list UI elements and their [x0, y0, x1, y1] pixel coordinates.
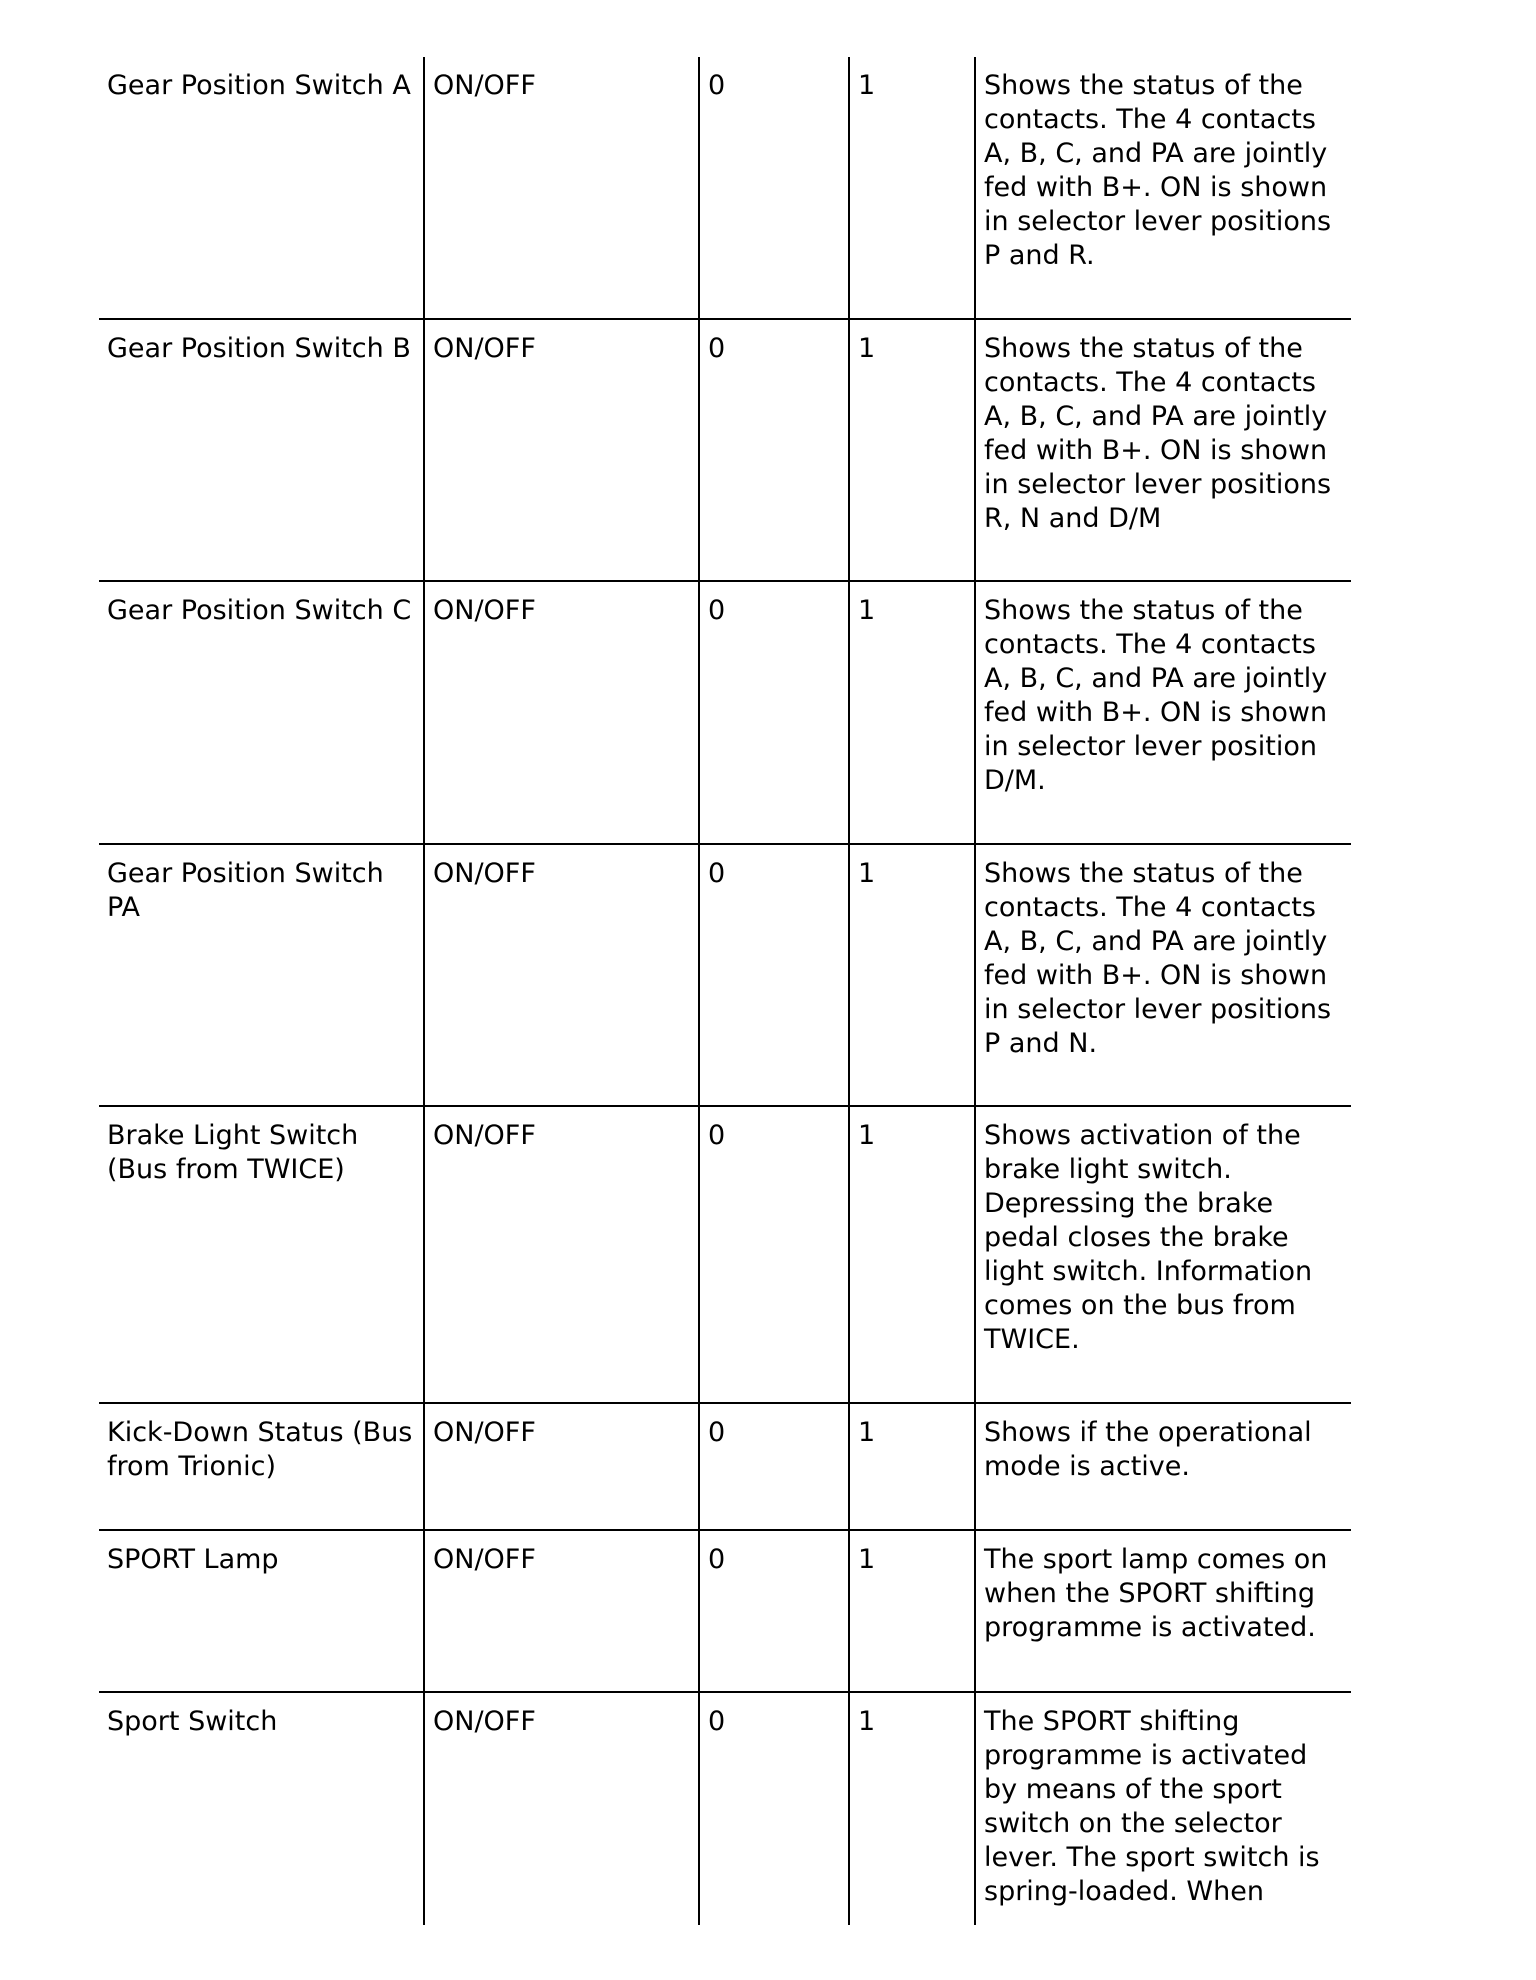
parameter-max: 1: [849, 1403, 975, 1530]
parameter-range: ON/OFF: [424, 1692, 699, 1925]
parameter-min: 0: [699, 1692, 849, 1925]
table-row: [99, 581, 1351, 844]
table-row: [99, 1692, 1351, 1925]
parameter-range: ON/OFF: [424, 581, 699, 844]
parameter-name: SPORT Lamp: [99, 1530, 424, 1692]
parameter-description: Shows the status of the contacts. The 4 contacts A, B, C, and PA are jointly fed with B+. ON is shown in selector lever positions P and R.: [975, 57, 1351, 319]
parameter-max: 1: [849, 581, 975, 844]
parameter-min: 0: [699, 844, 849, 1106]
parameter-description: Shows activation of the brake light switch. Depressing the brake pedal closes the brake light switch. Information comes on the bus from TWICE.: [975, 1106, 1351, 1403]
parameter-name: Kick-Down Status (Bus from Trionic): [99, 1403, 424, 1530]
parameter-name: Gear Position Switch C: [99, 581, 424, 844]
parameter-min: 0: [699, 1106, 849, 1403]
parameter-min: 0: [699, 57, 849, 319]
parameter-table: [99, 57, 1351, 1925]
table-row: [99, 57, 1351, 319]
parameter-min: 0: [699, 581, 849, 844]
parameter-name: Sport Switch: [107, 1706, 278, 1737]
table-row: [99, 1530, 1351, 1692]
parameter-range: ON/OFF: [424, 57, 699, 319]
parameter-description: The sport lamp comes on when the SPORT shifting programme is activated.: [975, 1530, 1351, 1692]
parameter-max: 1: [849, 319, 975, 581]
parameter-name: Brake Light Switch (Bus from TWICE): [99, 1106, 424, 1403]
parameter-min: 0: [699, 1403, 849, 1530]
parameter-max: 1: [849, 1530, 975, 1692]
parameter-max: 1: [849, 844, 975, 1106]
parameter-min: 0: [699, 1530, 849, 1692]
parameter-name: Gear Position Switch A: [99, 57, 424, 319]
parameter-min: 0: [699, 319, 849, 581]
parameter-description: Shows the status of the contacts. The 4 contacts A, B, C, and PA are jointly fed with B+. ON is shown in selector lever position D/M.: [975, 581, 1351, 844]
parameter-description: Shows if the operational mode is active.: [975, 1403, 1351, 1530]
parameter-range: ON/OFF: [424, 319, 699, 581]
table-row: [99, 1403, 1351, 1530]
parameter-range: ON/OFF: [424, 1530, 699, 1692]
parameter-max: 1: [849, 57, 975, 319]
table-row: [99, 844, 1351, 1106]
table-row: [99, 1106, 1351, 1403]
parameter-description: Shows the status of the contacts. The 4 contacts A, B, C, and PA are jointly fed with B+. ON is shown in selector lever positions P and N.: [975, 844, 1351, 1106]
parameter-range: ON/OFF: [424, 1106, 699, 1403]
parameter-max: 1: [849, 1106, 975, 1403]
parameter-range: ON/OFF: [424, 1403, 699, 1530]
parameter-range: ON/OFF: [424, 844, 699, 1106]
parameter-max: 1: [849, 1692, 975, 1925]
table-row: [99, 319, 1351, 581]
parameter-name: Gear Position Switch PA: [99, 844, 424, 1106]
parameter-description: Shows the status of the contacts. The 4 contacts A, B, C, and PA are jointly fed with B+. ON is shown in selector lever positions R, N and D/M: [975, 319, 1351, 581]
parameter-description: The SPORT shifting programme is activated by means of the sport switch on the selector lever. The sport switch is spring-loaded. When: [975, 1692, 1351, 1925]
parameter-name: Gear Position Switch B: [99, 319, 424, 581]
